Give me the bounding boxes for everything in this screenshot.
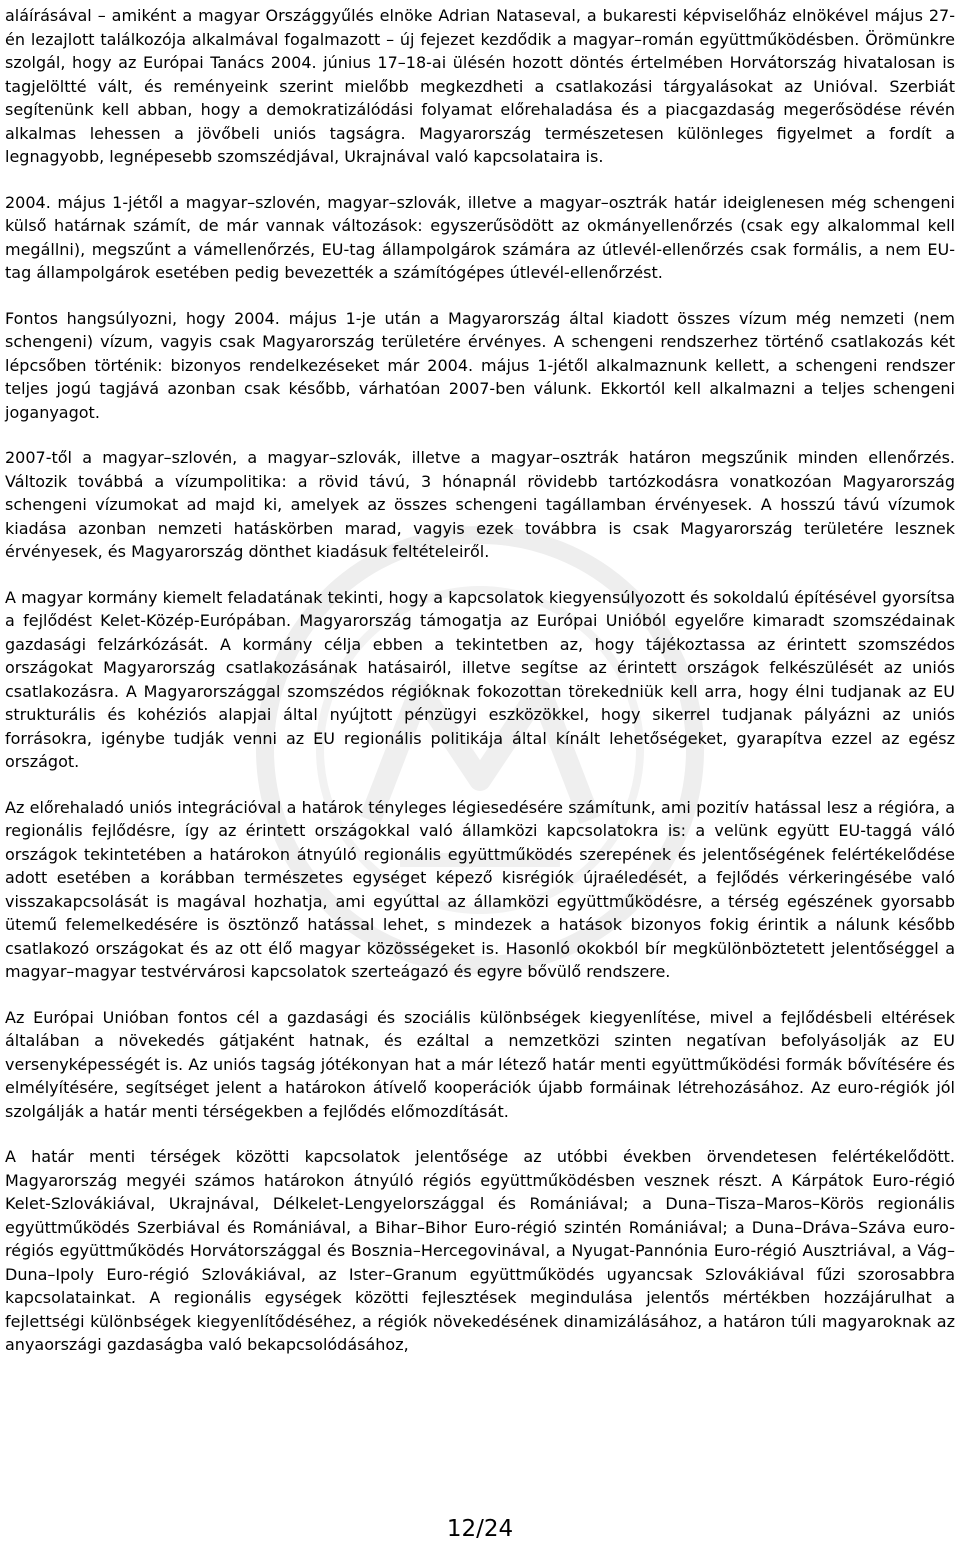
paragraph-2: 2004. május 1-jétől a magyar–szlovén, magyar–szlovák, illetve a magyar–osztrák határ ideiglenesen még schengeni külső határnak számít, de már vannak változások: egyszerűsödött az okmányellenőrzés (csak egy alkalommal kell megállni), megszűnt a vámellenőrzés, EU-tag állampolgárok számára az útlevél-ellenőrzés csak formális, a nem EU-tag állampolgárok esetében pedig bevezették a számítógépes útlevél-ellenőrzést. <box>5 192 955 282</box>
page-number: 12/24 <box>446 1516 514 1542</box>
page-content <box>5 4 955 1379</box>
paragraph-7: Az Európai Unióban fontos cél a gazdasági és szociális különbségek kiegyenlítése, mivel a fejlődésbeli eltérések általában a növekedés gátjaként hatnak, és ezáltal a nemzetközi szinten negatívan befolyásolják az EU versenyképességét is. Az uniós tagság jótékonyan hat a már létező határ menti együttműködési formák bővítésére és elmélyítésére, segítséget jelent a határokon átívelő kooperációk újabb formáinak létrehozásához. Az euro-régiók jól szolgálják a határ menti térségekben a fejlődés előmozdítását. <box>5 1007 955 1121</box>
paragraph-4: 2007-től a magyar–szlovén, a magyar–szlovák, illetve a magyar–osztrák határon megszűnik minden ellenőrzés. Változik továbbá a vízumpolitika: a rövid távú, 3 hónapnál rövidebb tartózkodásra vonatkozóan Magyarország schengeni vízumokat ad majd ki, amelyek az összes schengeni tagállamban érvényesek. A hosszú távú vízumok kiadása azonban nemzeti hatáskörben marad, vagyis ezek továbbra is csak Magyarország területére lesznek érvényesek, és Magyarország dönthet kiadásuk feltételeiről. <box>5 448 955 561</box>
paragraph-8: A határ menti térségek közötti kapcsolatok jelentősége az utóbbi években örvendetesen felértékelődött. Magyarország megyéi számos határokon átnyúló régiós együttműködésben vesznek részt. A Kárpátok Euro-régió Kelet-Szlovákiával, Ukrajnával, Délkelet-Lengyelországgal és Romániával; a Duna–Tisza–Maros–Körös regionális együttműködés Szerbiával és Romániával, a Bihar–Bihor Euro-régió szintén Romániával; a Duna–Dráva–Száva euro-régiós együttműködés Horvátországgal és Bosznia–Hercegovinával, a Nyugat-Pannónia Euro-régió Ausztriával, a Vág–Duna–Ipoly Euro-régió Szlovákiával, az Ister–Granum együttműködés ugyancsak Szlovákiával fűzi szorosabbra kapcsolatainkat. A regionális egységek közötti fejlesztések megindulása jelentős mértékben hozzájárulhat a fejlettségi különbségek kiegyenlítődéséhez, a régiók növekedésének dinamizálásához, a határon túli magyaroknak az anyaországi gazdaságba való bekapcsolódásához, <box>5 1147 955 1354</box>
paragraph-5: A magyar kormány kiemelt feladatának tekinti, hogy a kapcsolatok kiegyensúlyozott és sokoldalú építésével gyorsítsa a fejlődést Kelet-Közép-Európában. Magyarország támogatja az Európai Unióból egyelőre kimaradt szomszédainak gazdasági felzárkózását. A kormány célja ebben a tekintetben az, hogy tájékoztassa az érintett szomszédos országokat Magyarország csatlakozásának hatásairól, illetve segítse az érintett országok felkészülését az uniós csatlakozásra. A Magyarországgal szomszédos régióknak fokozottan törekedniük kell arra, hogy élni tudjanak az EU strukturális és kohéziós alapjai által nyújtott pénzügyi eszközökkel, hogy sikerrel tudjanak pályázni az uniós forrásokra, igénybe tudják venni az EU regionális politikája által kínált lehetőségeket, gyarapítva ezzel az egész országot. <box>5 587 955 771</box>
paragraph-3: Fontos hangsúlyozni, hogy 2004. május 1-je után a Magyarország által kiadott összes vízum még nemzeti (nem schengeni) vízum, vagyis csak Magyarország területére érvényes. A schengeni rendszerhez történő csatlakozás két lépcsőben történik: bizonyos rendelkezéseket már 2004. május 1-jétől alkalmaznunk kellett, a schengeni rendszer teljes jogú tagjává azonban csak később, várhatóan 2007-ben válunk. Ekkortól kell alkalmazni a teljes schengeni joganyagot. <box>5 308 955 422</box>
paragraph-1: aláírásával – amiként a magyar Országgyűlés elnöke Adrian Nataseval, a bukaresti képviselőház elnökével május 27-én lezajlott találkozója alkalmával fogalmazott – új fejezet kezdődik a magyar–román együttműködésben. Örömünkre szolgál, hogy az Európai Tanács 2004. június 17–18-ai ülésén hozott döntés értelmében Horvátország hivatalosan is tagjelöltté vált, és reményeink szerint mielőbb megkezdheti a csatlakozási tárgyalásokat az Unióval. Szerbiát segítenünk kell abban, hogy a demokratizálódási folyamat előrehaladása és a piacgazdaság megerősödése révén alkalmas lehessen a jövőbeli uniós tagságra. Magyarország természetesen különleges figyelmet a fordít a legnagyobb, legnépesebb szomszédjával, Ukrajnával való kapcsolataira is. <box>5 6 955 166</box>
paragraph-6: Az előrehaladó uniós integrációval a határok tényleges légiesedésére számítunk, ami pozitív hatással lesz a régióra, a regionális fejlődésre, így az érintett országokkal való államközi kapcsolatokra is: a velünk együtt EU-taggá váló országok tekintetében a határokon átnyúló regionális együttműködés szerepének és jelentőségének felértékelődése adott esetében a korábban természetes egységet képező kisrégiók újraéledését, a fejlődés vérkeringésébe való visszakapcsolását is magával hozhatja, ami egyúttal az államközi együttműködésre, a térség egészének gyorsabb ütemű felemelkedésére is ösztönző hatással lehet, s mindezek a hatások bizonyos fokig érintik a nálunk később csatlakozó országokat és az ott élő magyar közösségeket is. Hasonló okokból bír megkülönböztetett jelentőséggel a magyar–magyar testvérvárosi kapcsolatok szerteágazó és egyre bővülő rendszere. <box>5 797 955 981</box>
